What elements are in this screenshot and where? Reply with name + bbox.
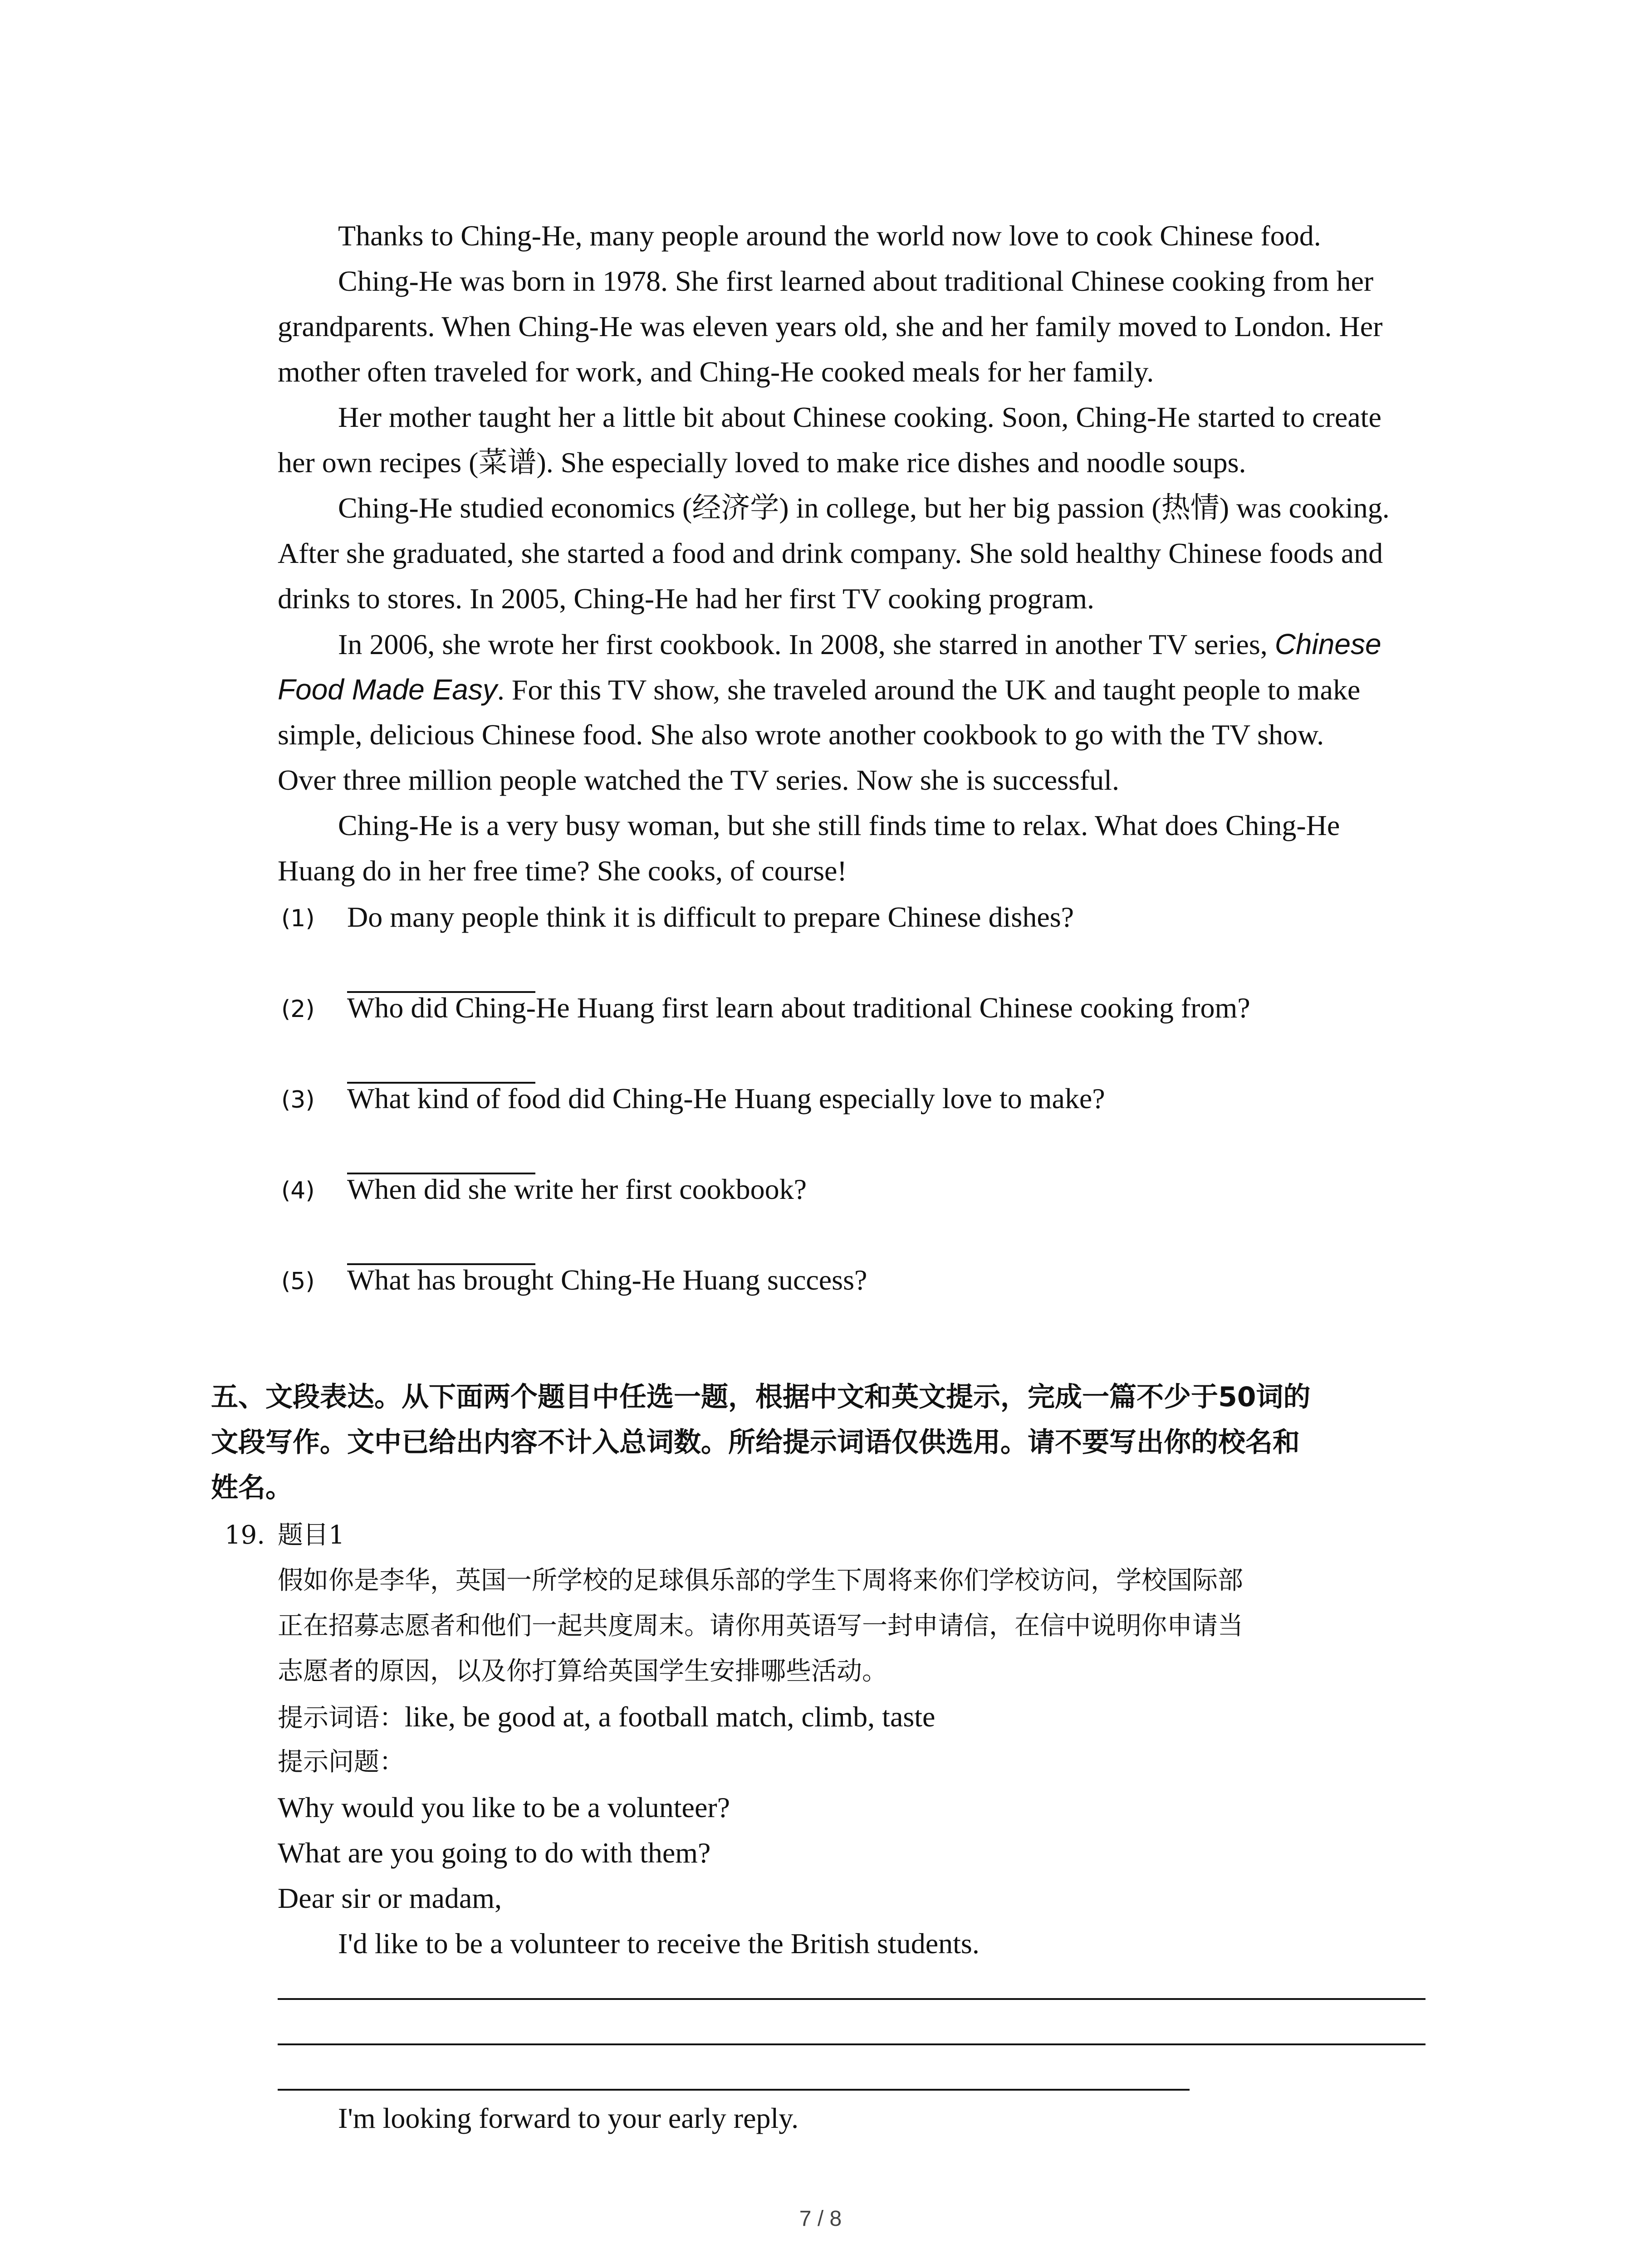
passage-line: Her mother taught her a little bit about Chinese cooking. Soon, Ching-He started to create [338,401,1381,433]
passage-line: Huang do in her free time? She cooks, of course! [278,855,847,887]
show-title: Chinese [1274,628,1381,660]
question-text: What kind of food did Ching-He Huang especially love to make? [347,1082,1105,1114]
question-text: When did she write her first cookbook? [347,1173,807,1205]
passage-text: . For this TV show, she traveled around the UK and taught people to make [497,674,1361,706]
writing-line[interactable] [278,2043,1425,2045]
passage-line: Thanks to Ching-He, many people around the world now love to cook Chinese food. [338,220,1321,252]
passage-line: her own recipes (菜谱). She especially loved to make rice dishes and noodle soups. [278,446,1246,479]
passage-line [278,671,1360,708]
prompt-line: 正在招募志愿者和他们一起共度周末。请你用英语写一封申请信，在信中说明你申请当 [278,1611,1243,1641]
hint-words-label: 提示词语： [278,1703,405,1733]
letter-closing: I'm looking forward to your early reply. [338,2102,799,2134]
question-number: (3) [281,1086,315,1114]
passage-line: grandparents. When Ching-He was eleven years old, she and her family moved to London. Her [278,310,1383,342]
question-number: (2) [281,996,315,1023]
hint-question: Why would you like to be a volunteer? [278,1791,730,1823]
section-heading: 五、文段表达。从下面两个题目中任选一题，根据中文和英文提示，完成一篇不少于50词的 [211,1381,1311,1413]
passage-line: After she graduated, she started a food and drink company. She sold healthy Chinese foods and [278,537,1383,569]
question-text: What has brought Ching-He Huang success? [347,1264,867,1296]
section-heading: 文段写作。文中已给出内容不计入总词数。所给提示词语仅供选用。请不要写出你的校名和 [211,1427,1300,1458]
question-number: (1) [281,905,315,932]
writing-line[interactable] [278,1998,1425,2000]
passage-text: In 2006, she wrote her first cookbook. In 2008, she starred in another TV series, [338,628,1268,660]
letter-salutation: Dear sir or madam, [278,1882,502,1914]
item-number: 19. [225,1520,265,1550]
section-heading: 姓名。 [211,1472,293,1504]
passage-line: Ching-He is a very busy woman, but she still finds time to relax. What does Ching-He [338,809,1340,841]
prompt-line: 志愿者的原因，以及你打算给英国学生安排哪些活动。 [278,1657,887,1686]
hint-questions-label: 提示问题： [278,1747,405,1777]
prompt-line: 假如你是李华，英国一所学校的足球俱乐部的学生下周将来你们学校访问，学校国际部 [278,1566,1243,1595]
writing-line[interactable] [278,2089,1190,2091]
hint-words-line [278,1699,935,1736]
passage-line: mother often traveled for work, and Ching-He cooked meals for her family. [278,356,1154,388]
question-text: Do many people think it is difficult to prepare Chinese dishes? [347,901,1074,933]
item-title: 题目1 [278,1520,345,1550]
passage-line: Over three million people watched the TV series. Now she is successful. [278,764,1119,796]
hint-words: like, be good at, a football match, climb, taste [405,1701,936,1733]
show-title: Food Made Easy [278,673,497,706]
passage-line: drinks to stores. In 2005, Ching-He had her first TV cooking program. [278,582,1095,615]
question-number: (5) [281,1268,315,1295]
page-number: 7 / 8 [799,2207,842,2231]
letter-opening: I'd like to be a volunteer to receive the British students. [338,1927,980,1960]
passage-line: Ching-He was born in 1978. She first learned about traditional Chinese cooking from her [338,265,1374,297]
question-text: Who did Ching-He Huang first learn about traditional Chinese cooking from? [347,992,1250,1024]
question-number: (4) [281,1177,315,1204]
passage-line: simple, delicious Chinese food. She also wrote another cookbook to go with the TV show. [278,719,1324,751]
passage-line [338,626,1381,663]
hint-question: What are you going to do with them? [278,1837,711,1869]
passage-line: Ching-He studied economics (经济学) in college, but her big passion (热情) was cooking. [338,492,1390,524]
